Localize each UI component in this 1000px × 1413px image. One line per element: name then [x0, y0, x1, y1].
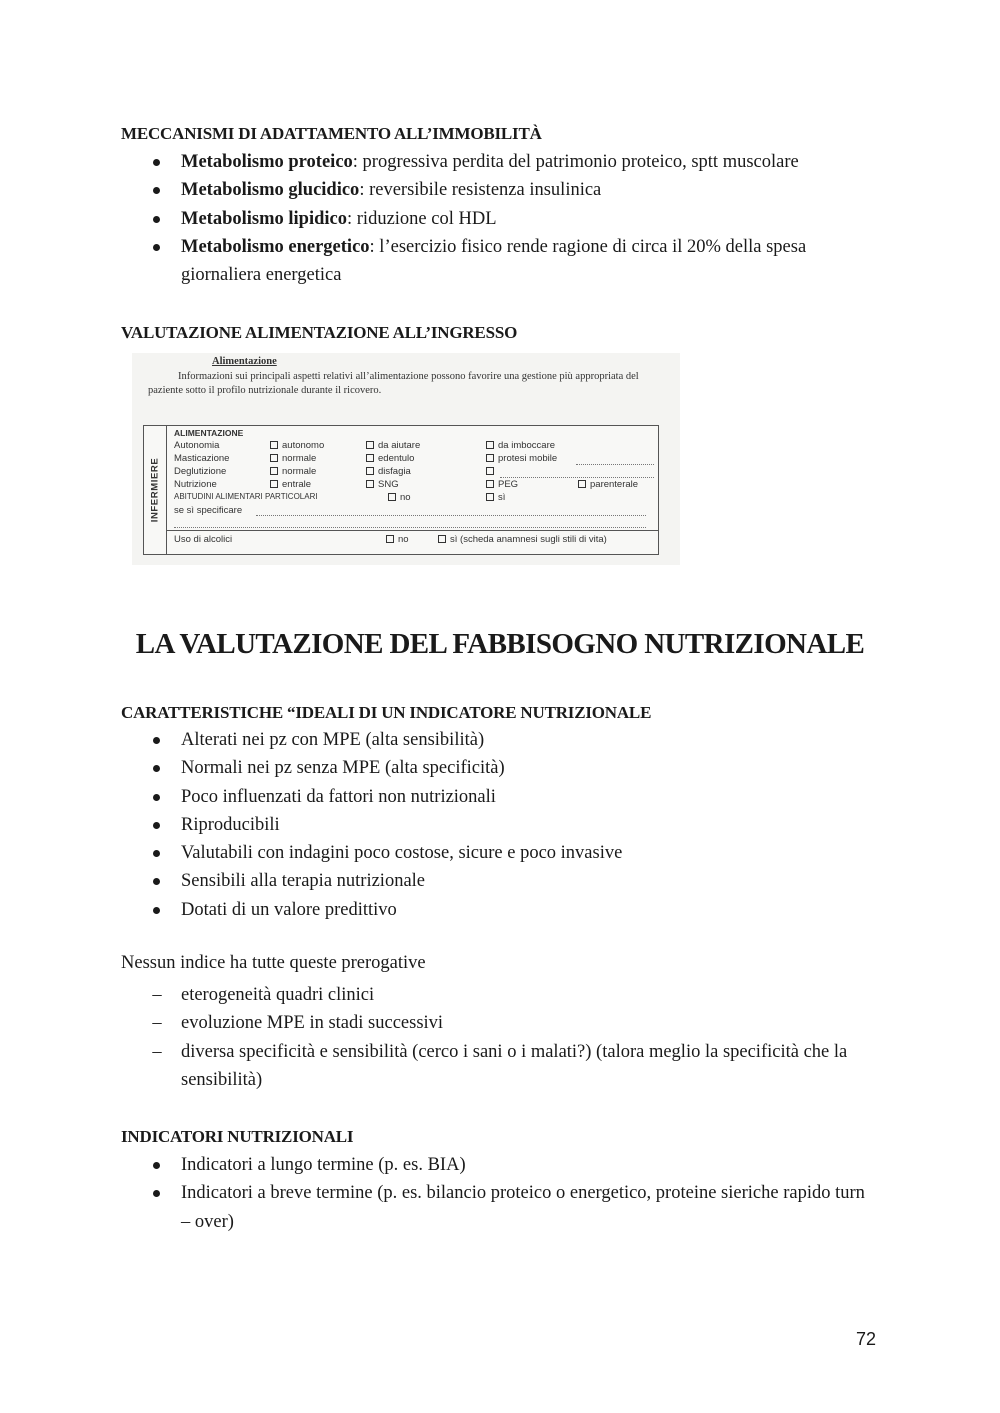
list-item: Metabolismo lipidico: riduzione col HDL: [181, 208, 497, 229]
note-list: [0, 981, 871, 1094]
row-label: Autonomia: [174, 440, 220, 451]
caratteristiche-list: [0, 726, 871, 924]
list-item: – eterogeneità quadri clinici: [0, 981, 871, 1009]
table-divider: [166, 530, 658, 531]
indicatori-list: [0, 1151, 871, 1236]
checkbox-option[interactable]: sì: [486, 492, 505, 503]
list-item: Metabolismo glucidico: reversibile resistenza insulinica: [181, 180, 602, 201]
section-title-indicatori: INDICATORI NUTRIZIONALI: [121, 1127, 354, 1146]
section-title-caratteristiche: CARATTERISTICHE “IDEALI DI UN INDICATORE NUTRIZIONALE: [121, 703, 652, 722]
list-item: Sensibili alla terapia nutrizionale: [181, 871, 426, 892]
checkbox-option[interactable]: sì (scheda anamnesi sugli stili di vita): [438, 534, 607, 545]
note-intro: Nessun indice ha tutte queste prerogative: [121, 953, 426, 973]
habits-label: ABITUDINI ALIMENTARI PARTICOLARI: [174, 492, 318, 501]
section-title-valutazione: VALUTAZIONE ALIMENTAZIONE ALL’INGRESSO: [121, 323, 518, 342]
checkbox-option[interactable]: da imboccare: [486, 440, 555, 451]
list-item: Indicatori a breve termine (p. es. bilancio proteico o energetico, proteine sieriche rapido turn – over): [181, 1183, 865, 1232]
checkbox-option[interactable]: SNG: [366, 479, 399, 490]
list-item: Metabolismo proteico: progressiva perdita del patrimonio proteico, sptt muscolare: [181, 152, 799, 172]
form-table: [143, 425, 659, 555]
row-label: Masticazione: [174, 453, 230, 464]
checkbox-option[interactable]: parenterale: [578, 479, 638, 490]
dotted-line: [576, 464, 654, 465]
list-item: Valutabili con indagini poco costose, sicure e poco invasive: [181, 843, 623, 864]
figure-heading: Alimentazione: [212, 356, 277, 367]
list-item: Normali nei pz senza MPE (alta specificità): [181, 758, 505, 779]
alcohol-label: Uso di alcolici: [174, 534, 233, 545]
checkbox-option[interactable]: [486, 466, 498, 477]
list-item: Riproducibili: [181, 814, 280, 835]
checkbox-option[interactable]: edentulo: [366, 453, 414, 464]
specify-label: se sì specificare: [174, 505, 243, 516]
list-item: Alterati nei pz con MPE (alta sensibilità): [181, 730, 485, 750]
adattamento-list: [0, 148, 871, 289]
dotted-line: [256, 515, 646, 516]
checkbox-option[interactable]: protesi mobile: [486, 453, 557, 464]
list-item: Poco influenzati da fattori non nutrizionali: [181, 786, 496, 807]
dash-icon: –: [152, 1013, 162, 1034]
checkbox-option[interactable]: disfagia: [366, 466, 411, 477]
list-item: Indicatori a lungo termine (p. es. BIA): [181, 1155, 466, 1175]
checkbox-option[interactable]: normale: [270, 466, 316, 477]
row-label: Nutrizione: [174, 479, 217, 490]
list-item: Metabolismo energetico: l’esercizio fisico rende ragione di circa il 20% della spesa giornaliera energetica: [181, 236, 807, 286]
checkbox-option[interactable]: da aiutare: [366, 440, 420, 451]
dotted-line: [174, 527, 646, 528]
checkbox-option[interactable]: PEG: [486, 479, 518, 490]
form-figure: [132, 353, 680, 565]
page-number: 72: [856, 1329, 877, 1349]
row-label: Deglutizione: [174, 466, 227, 477]
dash-icon: –: [152, 985, 162, 1005]
dash-icon: –: [152, 1041, 162, 1062]
main-heading: LA VALUTAZIONE DEL FABBISOGNO NUTRIZIONALE: [135, 628, 865, 660]
checkbox-option[interactable]: no: [386, 534, 409, 545]
side-label: INFERMIERE: [144, 426, 167, 554]
section-title-adattamento: MECCANISMI DI ADATTAMENTO ALL’IMMOBILITÀ: [121, 124, 542, 143]
list-item: Dotati di un valore predittivo: [181, 899, 397, 920]
checkbox-option[interactable]: no: [388, 492, 411, 503]
dotted-line: [500, 477, 654, 478]
checkbox-option[interactable]: autonomo: [270, 440, 324, 451]
table-title: ALIMENTAZIONE: [174, 428, 244, 438]
checkbox-option[interactable]: entrale: [270, 479, 311, 490]
list-item: – diversa specificità e sensibilità (cerco i sani o i malati?) (talora meglio la specificità che la sensibilità): [0, 1038, 871, 1095]
figure-paragraph: Informazioni sui principali aspetti relativi all’alimentazione possono favorire una gestione più appropriata del paziente sotto il profilo nutrizionale durante il ricovero.: [148, 371, 639, 396]
list-item: – evoluzione MPE in stadi successivi: [0, 1009, 871, 1037]
checkbox-option[interactable]: normale: [270, 453, 316, 464]
